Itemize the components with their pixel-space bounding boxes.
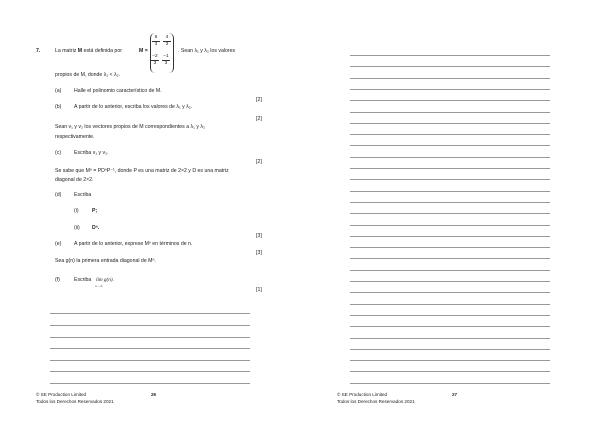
answer-line[interactable] <box>350 202 550 203</box>
answer-line[interactable] <box>350 213 550 214</box>
right-footer-rights: Todos los Derechos Reservados 2021 <box>337 399 415 404</box>
part-f-mark: [1] <box>256 287 262 293</box>
answer-line[interactable] <box>350 281 550 282</box>
part-d-ii-label: (ii) <box>74 225 80 231</box>
part-b-label: (b) <box>55 104 62 110</box>
answer-line[interactable] <box>350 383 550 384</box>
answer-line[interactable] <box>50 360 250 361</box>
part-c-text: Escriba v₁ y v₂. <box>74 150 109 156</box>
part-f-limit-sub: n→∞ <box>95 284 103 288</box>
answer-line[interactable] <box>50 348 250 349</box>
part-d-text: Escriba <box>74 192 92 198</box>
part-f-label: (f) <box>55 277 60 283</box>
answer-line[interactable] <box>350 258 550 259</box>
matrix-a12: 4 3 <box>163 35 171 47</box>
part-e-text: A partir de lo anterior, exprese Mⁿ en términos de n. <box>74 241 193 247</box>
part-a-mark: [2] <box>256 97 262 103</box>
answer-line[interactable] <box>350 134 550 135</box>
matrix-a22: −1 3 <box>163 54 169 66</box>
stem-f: Sea g(n) la primera entrada diagonal de Mⁿ. <box>55 258 156 264</box>
part-d-ii-text: Dⁿ. <box>92 225 100 231</box>
answer-line[interactable] <box>50 371 250 372</box>
answer-line[interactable] <box>50 337 250 338</box>
part-e-mark: [3] <box>256 250 262 256</box>
answer-line[interactable] <box>350 78 550 79</box>
stem-d-line2: diagonal de 2×2. <box>55 177 94 183</box>
answer-line[interactable] <box>350 292 550 293</box>
answer-line[interactable] <box>350 247 550 248</box>
intro-pre: La matriz M está definida por <box>55 48 122 54</box>
answer-line[interactable] <box>350 371 550 372</box>
answer-line[interactable] <box>350 338 550 339</box>
part-d-i-text: P; <box>92 208 98 214</box>
right-page-number: 27 <box>452 392 458 397</box>
answer-line[interactable] <box>50 325 250 326</box>
part-f-limit: lim g(n). <box>96 277 114 283</box>
left-footer-copyright: © SE Production Limited <box>36 392 87 397</box>
part-d-i-label: (i) <box>74 208 79 214</box>
answer-line[interactable] <box>350 225 550 226</box>
answer-line[interactable] <box>350 100 550 101</box>
answer-line[interactable] <box>350 360 550 361</box>
question-number: 7. <box>36 48 41 54</box>
stem-c-line1: Sean v₁ y v₂ los vectores propios de M correspondientes a λ₁ y λ₂ <box>55 124 205 130</box>
left-footer-rights: Todos los Derechos Reservados 2021 <box>36 399 114 404</box>
right-footer-copyright: © SE Production Limited <box>337 392 388 397</box>
answer-line[interactable] <box>350 191 550 192</box>
part-e-label: (e) <box>55 241 62 247</box>
answer-line[interactable] <box>350 179 550 180</box>
matrix-label: M = <box>139 48 148 54</box>
stem-c-line2: respectivamente. <box>55 134 95 140</box>
part-a-label: (a) <box>55 88 62 94</box>
answer-line[interactable] <box>50 383 250 384</box>
answer-line[interactable] <box>350 123 550 124</box>
answer-line[interactable] <box>350 89 550 90</box>
matrix-a11: 5 3 <box>152 35 160 47</box>
matrix-a21: −2 3 <box>152 54 158 66</box>
part-b-mark: [2] <box>256 116 262 122</box>
part-c-label: (c) <box>55 150 62 156</box>
answer-line[interactable] <box>350 315 550 316</box>
part-d-label: (d) <box>55 192 62 198</box>
answer-line[interactable] <box>350 326 550 327</box>
answer-line[interactable] <box>350 236 550 237</box>
intro-line2: propios de M, donde λ₁ < λ₂. <box>55 72 121 78</box>
part-a-text: Halle el polinomio característico de M. <box>74 88 162 94</box>
answer-line[interactable] <box>350 270 550 271</box>
answer-line[interactable] <box>350 66 550 67</box>
answer-line[interactable] <box>350 55 550 56</box>
part-c-mark: [2] <box>256 159 262 165</box>
answer-line[interactable] <box>50 313 250 314</box>
part-d-mark: [3] <box>256 233 262 239</box>
intro-post: . Sean λ₁ y λ₂ los valores <box>178 48 236 54</box>
answer-line[interactable] <box>350 349 550 350</box>
part-f-text: Escriba <box>74 277 92 283</box>
part-b-text: A partir de lo anterior, escriba los valores de λ₁ y λ₂. <box>74 104 193 110</box>
answer-line[interactable] <box>350 112 550 113</box>
answer-line[interactable] <box>350 304 550 305</box>
answer-line[interactable] <box>350 168 550 169</box>
left-page-number: 26 <box>151 392 157 397</box>
stem-d-line1: Se sabe que Mⁿ = PDⁿP⁻¹, donde P es una matriz de 2×2 y D es una matriz <box>55 168 229 174</box>
matrix-M <box>150 33 174 73</box>
answer-line[interactable] <box>350 157 550 158</box>
answer-line[interactable] <box>350 145 550 146</box>
